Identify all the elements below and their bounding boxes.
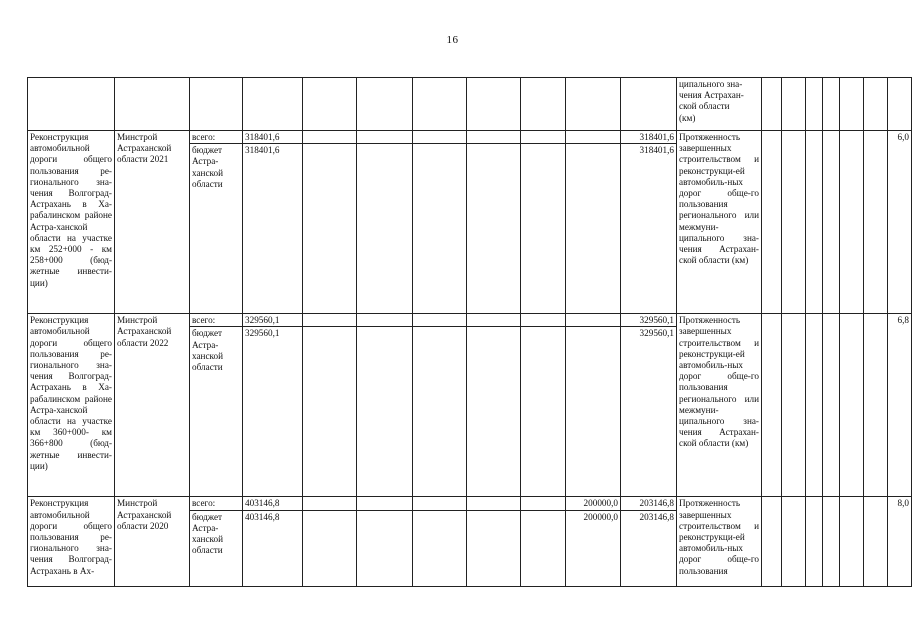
source-budget-label: бюджет Астра-ханской области — [190, 144, 243, 314]
last-year-amount: 203146,8 — [621, 497, 677, 510]
table-row — [28, 314, 912, 327]
year-amount: 200000,0 — [566, 510, 621, 586]
source-total-label: всего: — [190, 314, 243, 327]
source-budget-label: бюджет Астра-ханской области — [190, 510, 243, 586]
table-row — [28, 497, 912, 510]
executor: Минстрой Астраханской области 2020 — [115, 497, 190, 586]
source-total-label: всего: — [190, 497, 243, 510]
last-year-amount: 329560,1 — [621, 327, 677, 497]
indicator-value: 6,0 — [888, 131, 912, 314]
program-table — [27, 77, 912, 587]
indicator-name: Протяженность завершенных строительством и реконструкци-ей автомобиль-ных дорог обще-го пользования регионального или межмуни-ципального зна-чения Астрахан-ской области (км) — [677, 131, 762, 314]
year-amount: 200000,0 — [566, 497, 621, 510]
total-amount: 318401,6 — [243, 131, 303, 144]
total-amount: 329560,1 — [243, 314, 303, 327]
project-name: Реконструкция автомобильной дороги общего пользования ре-гионального зна-чения Волгоград-Астрахань в Ха-рабалинском районе Астра-ханской области на участке км 252+000 - км 258+000 (бюд-жетные инвести-ции) — [28, 131, 115, 314]
source-total-label: всего: — [190, 131, 243, 144]
year-amount — [566, 131, 621, 144]
indicator-name: Протяженность завершенных строительством и реконструкци-ей автомобиль-ных дорог обще-го пользования регионального или межмуни-ципального зна-чения Астрахан-ской области (км) — [677, 314, 762, 497]
year-amount — [566, 144, 621, 314]
last-year-amount: 318401,6 — [621, 144, 677, 314]
executor: Минстрой Астраханской области 2021 — [115, 131, 190, 314]
page-number: 16 — [446, 34, 459, 46]
budget-amount: 329560,1 — [243, 327, 303, 497]
project-name: Реконструкция автомобильной дороги общего пользования ре-гионального зна-чения Волгоград-Астрахань в Ах- — [28, 497, 115, 586]
executor: Минстрой Астраханской области 2022 — [115, 314, 190, 497]
last-year-amount: 318401,6 — [621, 131, 677, 144]
year-amount — [566, 314, 621, 327]
total-amount: 403146,8 — [243, 497, 303, 510]
indicator-value: 8,0 — [888, 497, 912, 586]
last-year-amount: 329560,1 — [621, 314, 677, 327]
last-year-amount: 203146,8 — [621, 510, 677, 586]
year-amount — [566, 327, 621, 497]
indicator-name: Протяженность завершенных строительством и реконструкци-ей автомобиль-ных дорог обще-го пользования — [677, 497, 762, 586]
budget-amount: 318401,6 — [243, 144, 303, 314]
source-budget-label: бюджет Астра-ханской области — [190, 327, 243, 497]
budget-amount: 403146,8 — [243, 510, 303, 586]
indicator-value: 6,8 — [888, 314, 912, 497]
table-row — [28, 131, 912, 144]
continuation-row — [28, 78, 912, 131]
project-name: Реконструкция автомобильной дороги общего пользования ре-гионального зна-чения Волгоград-Астрахань в Ха-рабалинском районе Астра-ханской области на участке км 360+000- км 366+800 (бюд-жетные инвести-ции) — [28, 314, 115, 497]
continuation-indicator: ципального зна- чения Астрахан- ской области (км) — [677, 78, 762, 131]
